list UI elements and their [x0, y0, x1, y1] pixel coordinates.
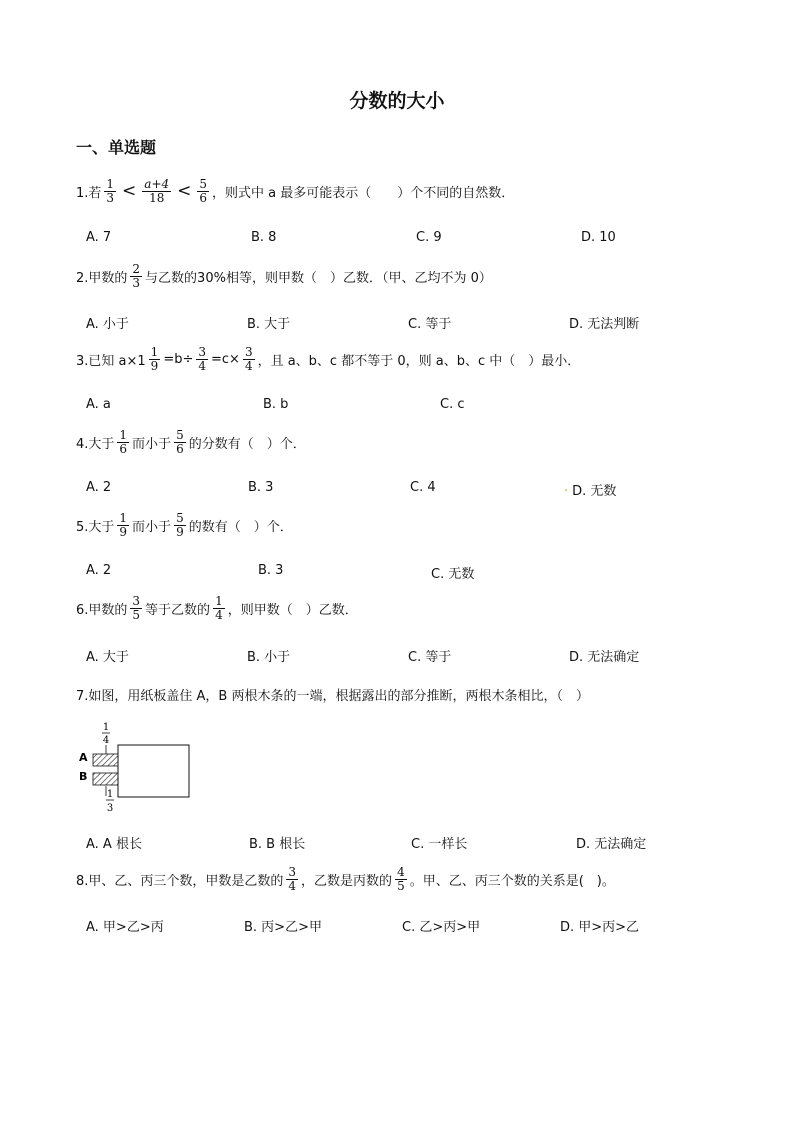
- fraction: [197, 178, 209, 204]
- option-d[interactable]: D. 10: [581, 230, 616, 245]
- question-7-text: 7.如图，用纸板盖住 A，B 两根木条的一端，根据露出的部分推断，两根木条相比，（ ）: [76, 689, 589, 704]
- option-d[interactable]: [564, 480, 616, 499]
- numerator: 3: [198, 345, 206, 359]
- question-4-text-start: 4.大于: [76, 436, 115, 452]
- question-5-text-start: 5.大于: [76, 519, 115, 535]
- page-title: 分数的大小: [349, 90, 445, 112]
- question-4-text-mid: 而小于: [132, 436, 172, 452]
- question-6-text-start: 6.甲数的: [76, 602, 128, 618]
- denominator: 4: [198, 358, 206, 373]
- option-b[interactable]: B. 3: [248, 480, 274, 495]
- fraction: [286, 866, 298, 892]
- denominator: 6: [199, 190, 208, 205]
- question-6: [76, 595, 358, 621]
- denominator: 4: [215, 607, 223, 622]
- strip-a: [93, 754, 119, 766]
- numerator: 1: [106, 177, 115, 191]
- figure-svg: [76, 718, 216, 818]
- option-c[interactable]: C. 一样长: [411, 837, 468, 852]
- option-d[interactable]: D. 甲>丙>乙: [560, 920, 640, 935]
- numerator: 5: [176, 511, 184, 525]
- strip-b: [93, 773, 119, 785]
- question-5: [76, 512, 293, 538]
- numerator: 5: [199, 177, 208, 191]
- denominator: 3: [132, 275, 141, 290]
- option-a[interactable]: A. 2: [86, 480, 112, 495]
- question-3: [76, 346, 580, 372]
- cardboard-cover: [118, 745, 189, 797]
- option-a[interactable]: A. 大于: [86, 650, 129, 665]
- question-3-text-end: ，且 a、b、c 都不等于 0，则 a、b、c 中（ ）最小．: [257, 353, 581, 369]
- option-d[interactable]: D. 无法判断: [569, 317, 640, 332]
- numerator: a+4: [144, 177, 170, 191]
- question-1: [76, 178, 514, 204]
- option-b[interactable]: B. 丙>乙>甲: [244, 920, 322, 935]
- fraction: [243, 346, 255, 372]
- denominator: 18: [149, 190, 165, 205]
- option-b[interactable]: B. b: [263, 397, 289, 412]
- numerator: 1: [215, 594, 223, 608]
- option-c[interactable]: C. 4: [410, 480, 436, 495]
- option-a[interactable]: A. A 根长: [86, 837, 142, 852]
- option-a[interactable]: A. 甲>乙>丙: [86, 920, 164, 935]
- question-3-text-mid: =b÷: [163, 351, 194, 367]
- question-4-text-end: 的分数有（ ）个．: [188, 436, 306, 452]
- top-fraction-numerator: 1: [102, 722, 110, 733]
- question-6-text-end: ，则甲数（ ）乙数．: [227, 602, 358, 618]
- option-a[interactable]: A. a: [86, 397, 111, 412]
- option-b[interactable]: B. 大于: [247, 317, 291, 332]
- fraction: [174, 429, 186, 455]
- option-d-label: D. 无数: [572, 484, 617, 499]
- fraction: [117, 512, 129, 538]
- denominator: 3: [106, 190, 115, 205]
- option-c[interactable]: C. 9: [416, 230, 442, 245]
- fraction: [117, 429, 129, 455]
- denominator: 9: [119, 524, 128, 539]
- option-a[interactable]: A. 2: [86, 563, 112, 578]
- fraction: [395, 866, 407, 892]
- option-c[interactable]: C. c: [440, 397, 465, 412]
- question-1-text: ，则式中 a 最多可能表示（ ）个不同的自然数．: [212, 185, 515, 201]
- option-a[interactable]: A. 小于: [86, 317, 129, 332]
- less-than-sign: <: [122, 181, 137, 202]
- section-heading: 一、单选题: [76, 138, 157, 157]
- fraction: [142, 178, 171, 204]
- numerator: 5: [176, 428, 184, 442]
- fraction: [149, 346, 161, 372]
- denominator: 5: [132, 607, 141, 622]
- fraction: [130, 263, 142, 289]
- option-c[interactable]: C. 等于: [408, 317, 452, 332]
- question-8-text-start: 8.甲、乙、丙三个数，甲数是乙数的: [76, 873, 284, 889]
- denominator: 9: [176, 524, 184, 539]
- wood-strips-figure: [76, 718, 216, 818]
- numerator: 1: [119, 428, 128, 442]
- numerator: 3: [244, 345, 253, 359]
- label-b: B: [79, 770, 88, 783]
- numerator: 1: [150, 345, 159, 359]
- question-2-text-start: 2.甲数的: [76, 270, 128, 286]
- question-7: [76, 685, 589, 704]
- question-2: [76, 263, 492, 289]
- question-3-text-start: 3.已知 a×1: [76, 353, 146, 369]
- denominator: 4: [288, 878, 297, 893]
- denominator: 6: [119, 441, 128, 456]
- question-5-text-end: 的数有（ ）个．: [188, 519, 293, 535]
- option-c[interactable]: C. 乙>丙>甲: [402, 920, 481, 935]
- denominator: 6: [176, 441, 184, 456]
- fraction: [130, 595, 142, 621]
- fraction: [104, 178, 116, 204]
- question-3-text-mid: =c×: [211, 351, 240, 367]
- option-b[interactable]: B. 8: [251, 230, 277, 245]
- less-than-sign: <: [177, 181, 192, 202]
- option-c[interactable]: C. 等于: [408, 650, 452, 665]
- label-a: A: [79, 751, 88, 764]
- fraction: [213, 595, 225, 621]
- option-b[interactable]: B. 小于: [247, 650, 291, 665]
- option-b[interactable]: B. 3: [258, 563, 284, 578]
- question-8-text-end: 。甲、乙、丙三个数的关系是( )。: [409, 873, 615, 889]
- numerator: 3: [132, 594, 141, 608]
- numerator: 3: [288, 865, 297, 879]
- numerator: 1: [119, 511, 128, 525]
- bottom-fraction-denominator: 3: [106, 803, 114, 814]
- dot-mark: ·: [564, 484, 569, 499]
- fraction: [196, 346, 208, 372]
- question-8-text-mid: ，乙数是丙数的: [301, 873, 393, 889]
- question-6-text-mid: 等于乙数的: [145, 602, 211, 618]
- fraction: [174, 512, 186, 538]
- option-d[interactable]: D. 无法确定: [569, 650, 640, 665]
- numerator: 2: [132, 262, 141, 276]
- denominator: 5: [397, 878, 405, 893]
- denominator: 4: [244, 358, 253, 373]
- denominator: 9: [150, 358, 159, 373]
- option-b[interactable]: B. B 根长: [249, 837, 306, 852]
- question-2-text-end: 与乙数的30%相等，则甲数（ ）乙数．（甲、乙均不为 0）: [145, 270, 492, 286]
- bottom-fraction-numerator: 1: [106, 789, 114, 800]
- question-5-text-mid: 而小于: [132, 519, 172, 535]
- top-fraction-denominator: 4: [102, 735, 110, 746]
- question-8: [76, 866, 615, 892]
- option-a[interactable]: A. 7: [86, 230, 112, 245]
- numerator: 4: [397, 865, 405, 879]
- option-d[interactable]: D. 无法确定: [576, 837, 647, 852]
- question-1-number: 1.若: [76, 185, 102, 201]
- question-4: [76, 429, 306, 455]
- option-c[interactable]: C. 无数: [431, 567, 475, 582]
